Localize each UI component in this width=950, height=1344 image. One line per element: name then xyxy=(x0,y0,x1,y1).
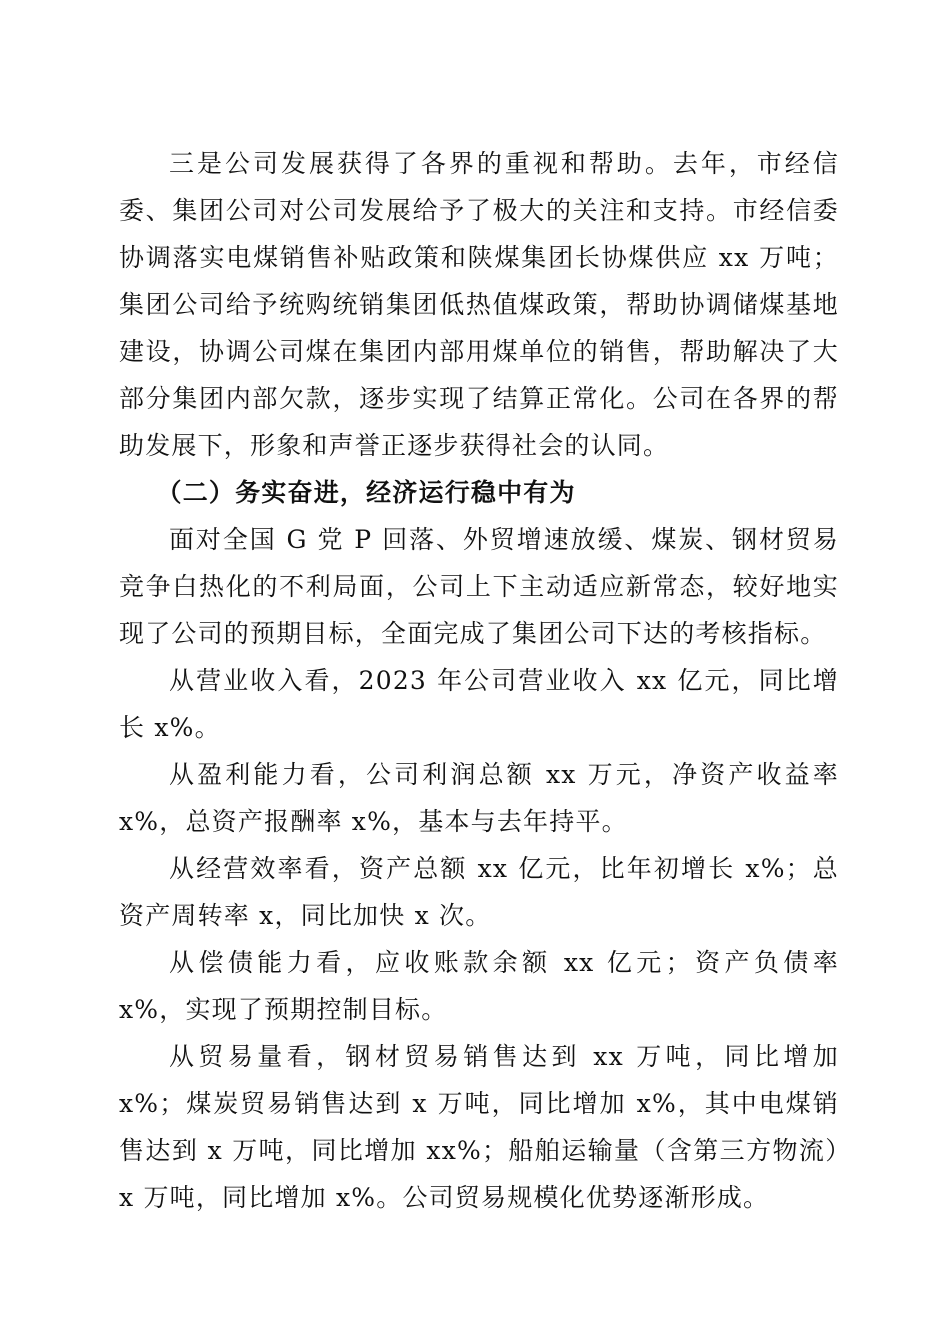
paragraph-support: 三是公司发展获得了各界的重视和帮助。去年，市经信委、集团公司对公司发展给予了极大的关注和支持。市经信委协调落实电煤销售补贴政策和陕煤集团长协煤供应 xx 万吨；集团公司给予统购统销集团低热值煤政策，帮助协调储煤基地建设，协调公司煤在集团内部用煤单位的销售，帮助解决了大部分集团内部欠款，逐步实现了结算正常化。公司在各界的帮助发展下，形象和声誉正逐步获得社会的认同。 xyxy=(119,149,839,460)
document-body xyxy=(119,140,839,1221)
paragraph-revenue: 从营业收入看，2023 年公司营业收入 xx 亿元，同比增长 x%。 xyxy=(119,666,839,742)
section-heading: （二）务实奋进，经济运行稳中有为 xyxy=(156,478,576,507)
paragraph-efficiency: 从经营效率看，资产总额 xx 亿元，比年初增长 x%；总资产周转率 x，同比加快 x 次。 xyxy=(119,854,839,930)
paragraph-solvency: 从偿债能力看，应收账款余额 xx 亿元；资产负债率 x%，实现了预期控制目标。 xyxy=(119,948,839,1024)
paragraph-trade-volume: 从贸易量看，钢材贸易销售达到 xx 万吨，同比增加 x%；煤炭贸易销售达到 x 万吨，同比增加 x%，其中电煤销售达到 x 万吨，同比增加 xx%；船舶运输量（含第三方物流）x 万吨，同比增加 x%。公司贸易规模化优势逐渐形成。 xyxy=(119,1042,839,1212)
paragraph-profitability: 从盈利能力看，公司利润总额 xx 万元，净资产收益率 x%，总资产报酬率 x%，基本与去年持平。 xyxy=(119,760,839,836)
paragraph-overview: 面对全国 G 党 P 回落、外贸增速放缓、煤炭、钢材贸易竞争白热化的不利局面，公司上下主动适应新常态，较好地实现了公司的预期目标，全面完成了集团公司下达的考核指标。 xyxy=(119,525,839,648)
